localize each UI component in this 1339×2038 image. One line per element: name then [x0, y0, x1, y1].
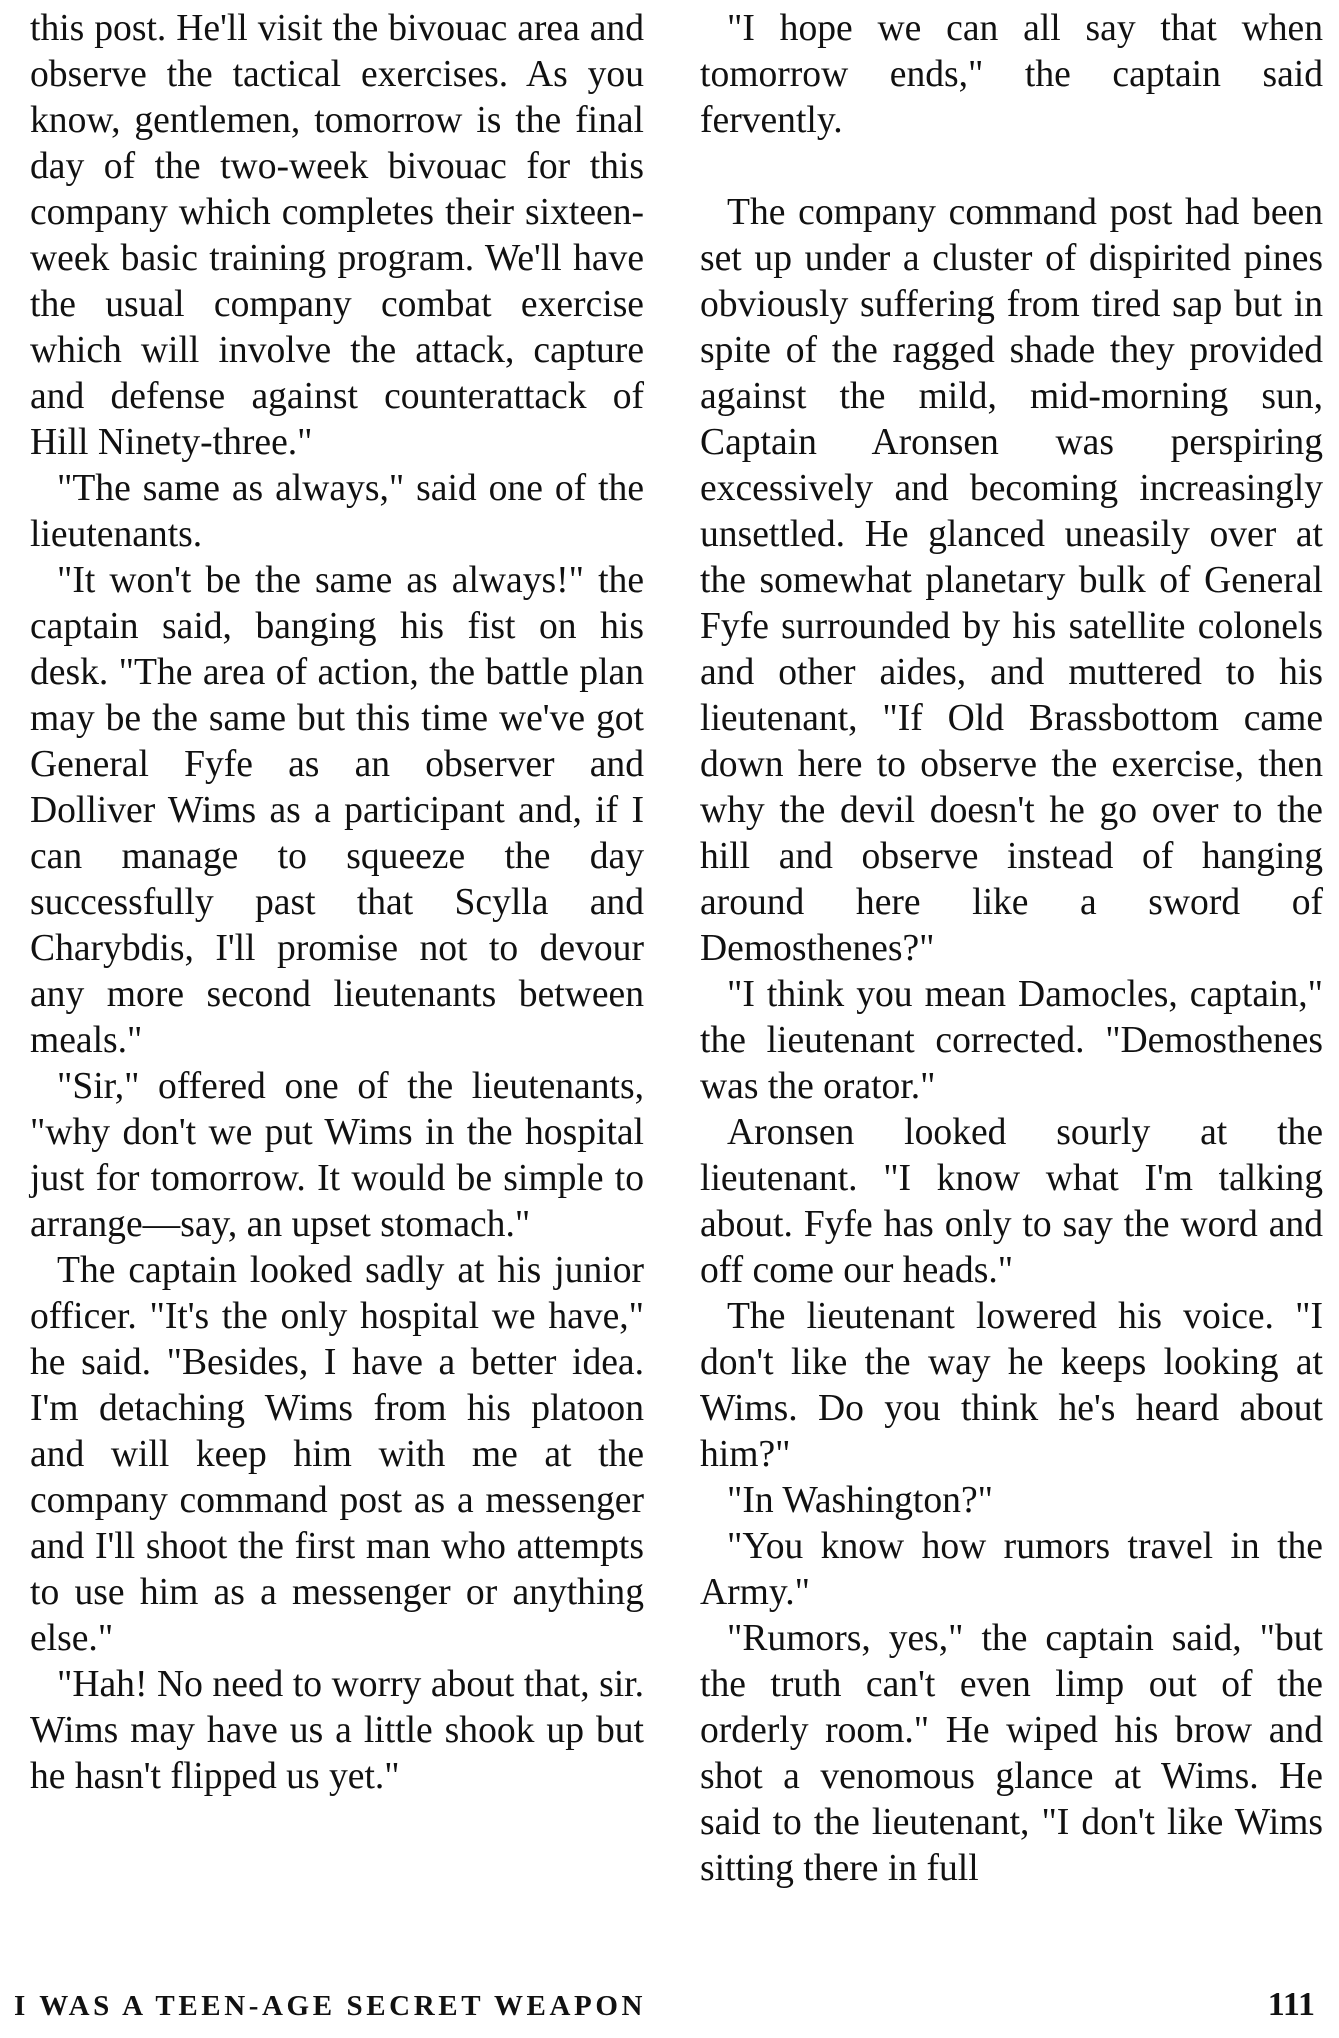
page-number: 111	[1267, 1986, 1315, 2023]
paragraph: "I hope we can all say that when tomorrow ends," the captain said fervently.	[700, 8, 1323, 141]
paragraph: The company command post had been set up under a cluster of dispirited pines obviously suffering from tired sap but in spite of the ragged shade they provided against the mild, mid-morning sun, Captain Aronsen was perspiring excessively and becoming increasingly unsettled. He glanced uneasily over at the somewhat planetary bulk of General Fyfe surrounded by his satellite colonels and other aides, and muttered to his lieutenant, "If Old Brassbottom came down here to observe the exercise, then why the devil doesn't he go over to the hill and observe instead of hanging around here like a sword of Demosthenes?"	[700, 192, 1323, 969]
paragraph: "You know how rumors travel in the Army."	[700, 1526, 1323, 1613]
paragraph-continued: this post. He'll visit the bivouac area and observe the tactical exercises. As you know, gentlemen, tomorrow is the final day of the two-week bivouac for this company which completes their sixteen-week basic training program. We'll have the usual company combat exercise which will involve the attack, capture and defense against counterattack of Hill Ninety-three."	[30, 8, 644, 463]
paragraph: "In Washington?"	[727, 1480, 993, 1521]
section-break	[700, 144, 1323, 190]
paragraph: Aronsen looked sourly at the lieutenant. "I know what I'm talking about. Fyfe has only to say the word and off come our heads."	[700, 1112, 1323, 1291]
right-text-column	[700, 6, 1323, 1892]
page-footer	[14, 1986, 1315, 2030]
paragraph: "Rumors, yes," the captain said, "but the truth can't even limp out of the orderly room." He wiped his brow and shot a venomous glance at Wims. He said to the lieutenant, "I don't like Wims sitting there in full	[700, 1618, 1323, 1889]
left-text-column	[30, 6, 644, 1800]
paragraph: The lieutenant lowered his voice. "I don't like the way he keeps looking at Wims. Do you think he's heard about him?"	[700, 1296, 1323, 1475]
paragraph: The captain looked sadly at his junior officer. "It's the only hospital we have," he said. "Besides, I have a better idea. I'm detaching Wims from his platoon and will keep him with me at the company command post as a messenger and I'll shoot the first man who attempts to use him as a messenger or anything else."	[30, 1250, 644, 1659]
paragraph: "I think you mean Damocles, captain," the lieutenant corrected. "Demosthenes was the orator."	[700, 974, 1323, 1107]
paragraph: "Hah! No need to worry about that, sir. Wims may have us a little shook up but he hasn't flipped us yet."	[30, 1664, 644, 1797]
paragraph: "Sir," offered one of the lieutenants, "why don't we put Wims in the hospital just for tomorrow. It would be simple to arrange—say, an upset stomach."	[30, 1066, 644, 1245]
running-title: I WAS A TEEN-AGE SECRET WEAPON	[14, 1990, 647, 2022]
paragraph: "It won't be the same as always!" the captain said, banging his fist on his desk. "The area of action, the battle plan may be the same but this time we've got General Fyfe as an observer and Dolliver Wims as a participant and, if I can manage to squeeze the day successfully past that Scylla and Charybdis, I'll promise not to devour any more second lieutenants between meals."	[30, 560, 644, 1061]
paragraph: "The same as always," said one of the lieutenants.	[30, 468, 644, 555]
